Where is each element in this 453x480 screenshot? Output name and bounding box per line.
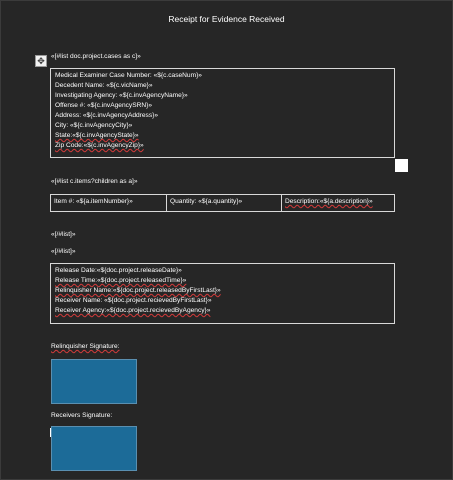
list-close-items: «[/#list]» xyxy=(51,231,76,238)
quantity-cell: Quantity: «${a.quantity}» xyxy=(167,195,282,211)
item-row-table[interactable] xyxy=(50,194,395,212)
relinquisher-name-field: Relinquisher Name:«${doc.project.releasedByFirstLast}» xyxy=(55,287,221,294)
offense-number-field: Offense #: «${c.invAgencySRN}» xyxy=(55,102,153,109)
state-field: State:«${c.invAgencyState}» xyxy=(55,132,139,139)
relinquisher-signature-box[interactable] xyxy=(51,359,137,404)
relinquisher-signature-label: Relinquisher Signature: xyxy=(51,343,120,350)
case-number-field: Medical Examiner Case Number: «${c.caseNum}» xyxy=(55,72,202,79)
list-close-cases: «[/#list]» xyxy=(51,248,76,255)
release-time-field: Release Time:«${doc.project.releasedTime}» xyxy=(55,277,187,284)
release-date-field: Release Date:«${doc.project.releaseDate}» xyxy=(55,267,182,274)
release-info-box[interactable] xyxy=(50,263,395,324)
city-field: City: «${c.invAgencyCity}» xyxy=(55,122,133,129)
zip-code-field: Zip Code:«${c.invAgencyZip}» xyxy=(55,142,144,149)
decedent-name-field: Decedent Name: «${c.vicName}» xyxy=(55,82,153,89)
receivers-signature-label: Receivers Signature: xyxy=(51,412,113,419)
cases-list-open: «[#list doc.project.cases as c]» xyxy=(51,53,141,60)
receiver-name-field: Receiver Name: «${doc.project.recievedByFirstLast}» xyxy=(55,297,212,304)
receivers-signature-box[interactable] xyxy=(51,426,137,471)
address-field: Address: «${c.invAgencyAddress}» xyxy=(55,112,158,119)
case-info-box[interactable] xyxy=(50,68,395,158)
investigating-agency-field: Investigating Agency: «${c.invAgencyName}» xyxy=(55,92,188,99)
move-arrows-icon[interactable]: ✥ xyxy=(35,55,47,67)
item-number-cell: Item #: «${a.itemNumber}» xyxy=(51,195,167,211)
receiver-agency-field: Receiver Agency:«${doc.project.recievedByAgency}» xyxy=(55,307,211,314)
document-title: Receipt for Evidence Received xyxy=(168,14,285,24)
items-list-open: «[#list c.items?children as a]» xyxy=(51,178,138,185)
resize-square-icon[interactable] xyxy=(395,159,408,172)
description-cell: Description:«${a.description}» xyxy=(285,198,373,205)
